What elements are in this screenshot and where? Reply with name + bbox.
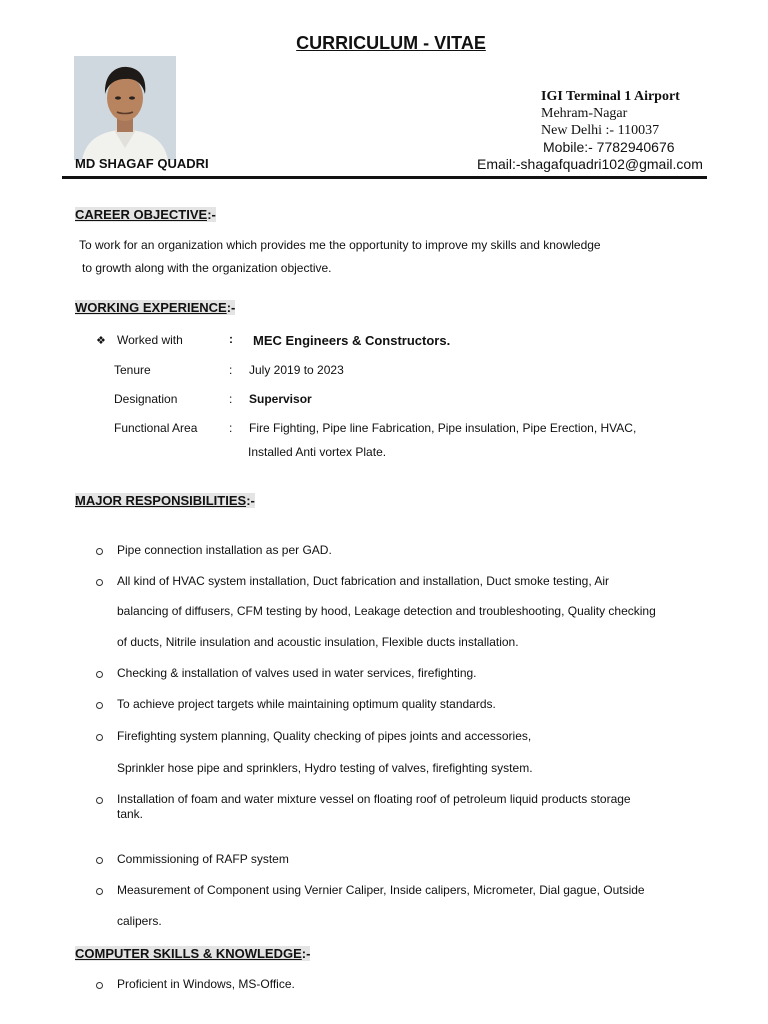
- section-heading-working-experience: WORKING EXPERIENCE:-: [75, 300, 236, 315]
- diamond-bullet-icon: ❖: [96, 335, 106, 347]
- list-item: Firefighting system planning, Quality checking of pipes joints and accessories,: [117, 729, 532, 743]
- career-objective-line-1: To work for an organization which provides me the opportunity to improve my skills and knowledge: [79, 238, 601, 252]
- profile-photo: [74, 56, 176, 160]
- list-item: Commissioning of RAFP system: [117, 852, 289, 866]
- address-line-2: Mehram-Nagar: [541, 106, 628, 121]
- address-line-1: IGI Terminal 1 Airport: [541, 89, 680, 104]
- list-item-continuation: calipers.: [117, 914, 162, 928]
- tenure-colon: :: [229, 363, 233, 377]
- designation-label: Designation: [114, 392, 178, 406]
- list-item: Proficient in Windows, MS-Office.: [117, 977, 295, 991]
- header-divider: [62, 176, 707, 179]
- worked-with-label: Worked with: [117, 333, 183, 347]
- section-heading-computer-skills: COMPUTER SKILLS & KNOWLEDGE:-: [75, 946, 311, 961]
- circle-bullet-icon: [96, 888, 103, 895]
- circle-bullet-icon: [96, 548, 103, 555]
- worked-with-colon: :: [229, 332, 233, 346]
- list-item-continuation: balancing of diffusers, CFM testing by hood, Leakage detection and troubleshooting, Quality checking: [117, 604, 656, 618]
- list-item: Checking & installation of valves used in water services, firefighting.: [117, 666, 477, 680]
- company-name: MEC Engineers & Constructors.: [253, 333, 451, 348]
- mobile-number: Mobile:- 7782940676: [543, 139, 675, 155]
- tenure-label: Tenure: [114, 363, 151, 377]
- document-title: CURRICULUM - VITAE: [296, 33, 486, 53]
- functional-area-line-1: Fire Fighting, Pipe line Fabrication, Pipe insulation, Pipe Erection, HVAC,: [249, 421, 637, 435]
- tenure-value: July 2019 to 2023: [249, 363, 344, 377]
- list-item: Installation of foam and water mixture vessel on floating roof of petroleum liquid products storage: [117, 792, 631, 806]
- list-item: Pipe connection installation as per GAD.: [117, 543, 332, 557]
- list-item-continuation: Sprinkler hose pipe and sprinklers, Hydro testing of valves, firefighting system.: [117, 761, 533, 775]
- list-item-continuation: tank.: [117, 807, 144, 821]
- functional-area-line-2: Installed Anti vortex Plate.: [248, 445, 387, 459]
- email-address: Email:-shagafquadri102@gmail.com: [477, 156, 703, 172]
- circle-bullet-icon: [96, 734, 103, 741]
- functional-area-colon: :: [229, 421, 233, 435]
- list-item: To achieve project targets while maintaining optimum quality standards.: [117, 697, 496, 711]
- circle-bullet-icon: [96, 797, 103, 804]
- circle-bullet-icon: [96, 579, 103, 586]
- circle-bullet-icon: [96, 671, 103, 678]
- designation-value: Supervisor: [249, 392, 312, 406]
- list-item: Measurement of Component using Vernier Caliper, Inside calipers, Micrometer, Dial gague, Outside: [117, 883, 645, 897]
- circle-bullet-icon: [96, 982, 103, 989]
- candidate-name: MD SHAGAF QUADRI: [75, 156, 209, 171]
- career-objective-line-2: to growth along with the organization objective.: [82, 261, 332, 275]
- designation-colon: :: [229, 392, 233, 406]
- functional-area-label: Functional Area: [114, 421, 198, 435]
- section-heading-career-objective: CAREER OBJECTIVE:-: [75, 207, 216, 222]
- circle-bullet-icon: [96, 702, 103, 709]
- list-item-continuation: of ducts, Nitrile insulation and acoustic insulation, Flexible ducts installation.: [117, 635, 519, 649]
- address-line-3: New Delhi :- 110037: [541, 123, 660, 138]
- list-item: All kind of HVAC system installation, Duct fabrication and installation, Duct smoke testing, Air: [117, 574, 609, 588]
- circle-bullet-icon: [96, 857, 103, 864]
- person-portrait-icon: [74, 56, 176, 160]
- section-heading-major-responsibilities: MAJOR RESPONSIBILITIES:-: [75, 493, 255, 508]
